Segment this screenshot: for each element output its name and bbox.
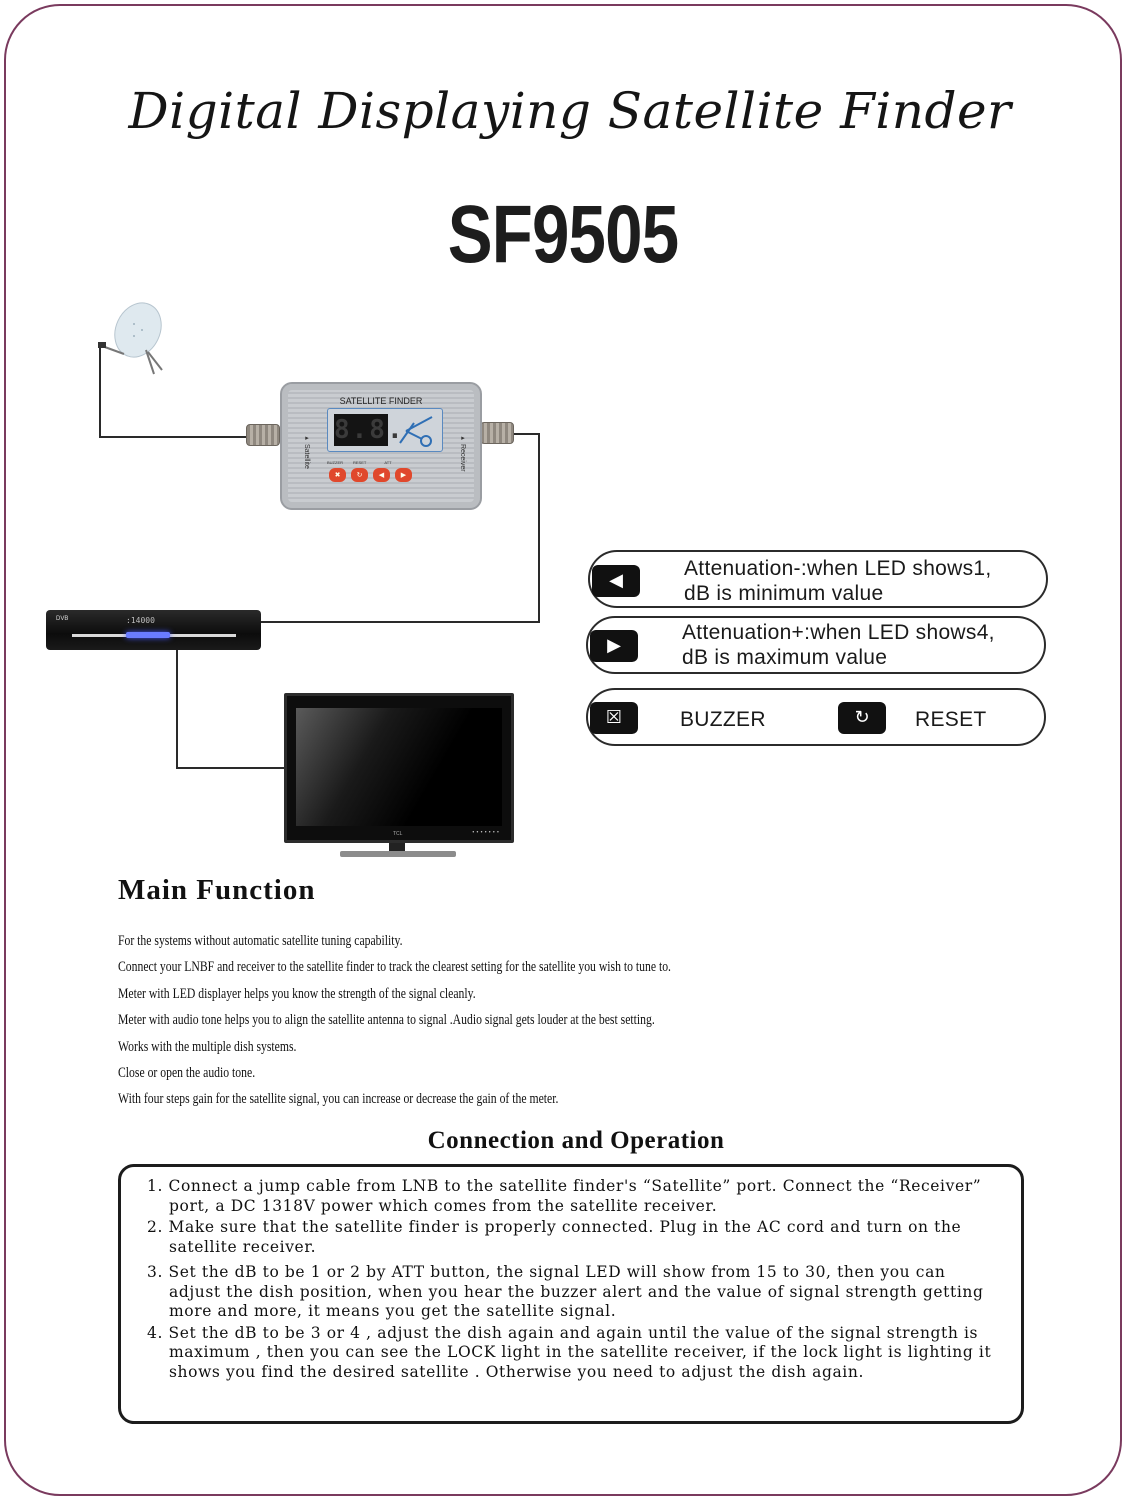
- receiver-display: :14000: [126, 616, 155, 625]
- connection-heading: Connection and Operation: [427, 1127, 725, 1154]
- legend-buzzer-reset: [586, 688, 1046, 746]
- wire-dish-horizontal: [99, 436, 249, 438]
- device-att-plus-button: ▶: [395, 468, 412, 482]
- wire-receiver-down: [176, 650, 178, 768]
- page-title: Digital Displaying Satellite Finder: [128, 82, 1012, 140]
- step-item: 3. Set the dB to be 1 or 2 by ATT button, the signal LED will show from 15 to 30, then you can adjust the dish position, when you hear the buzzer alert and the value of signal strength getting more and more, it means you get the satellite signal.: [147, 1263, 984, 1320]
- legend-attenuation-minus-text: [684, 556, 992, 606]
- tv-screen: [296, 708, 502, 826]
- device-buttons: [329, 468, 412, 482]
- main-function-heading: Main Function: [118, 874, 316, 906]
- step-item: 1. Connect a jump cable from LNB to the satellite finder's “Satellite” port. Connect the “Receiver” port, a DC 1318V power which comes from the satellite receiver.: [147, 1177, 982, 1215]
- legend-reset-label: RESET: [915, 708, 987, 731]
- legend-line-1: Attenuation-:when LED shows1,: [684, 557, 992, 580]
- reset-icon: ↻: [838, 702, 886, 734]
- device-reset-button: ↻: [351, 468, 368, 482]
- legend-attenuation-minus: [588, 550, 1048, 608]
- receiver-blue-glow: [126, 632, 170, 638]
- legend-line-1: Attenuation+:when LED shows4,: [682, 621, 995, 644]
- led-display: 8.8.: [334, 415, 405, 445]
- legend-buzzer-label: BUZZER: [680, 708, 766, 731]
- satellite-receiver: [46, 610, 261, 650]
- list-item: For the systems without automatic satellite tuning capability.: [118, 933, 403, 949]
- legend-attenuation-plus: [586, 616, 1046, 674]
- television: [284, 693, 514, 843]
- step-item: 2. Make sure that the satellite finder is properly connected. Plug in the AC cord and turn on the satellite receiver.: [147, 1218, 962, 1256]
- list-item: With four steps gain for the satellite signal, you can increase or decrease the gain of the meter.: [118, 1091, 559, 1108]
- list-item: Connect your LNBF and receiver to the satellite finder to track the clearest setting for the satellite you wish to tune to.: [118, 959, 671, 976]
- device-att-minus-button: ◀: [373, 468, 390, 482]
- legend-attenuation-plus-text: [682, 620, 995, 670]
- satellite-finder-device: [280, 382, 482, 510]
- wire-to-tv: [176, 767, 286, 769]
- device-label-buzzer: BUZZER: [327, 460, 343, 465]
- tv-brand: TCL: [393, 831, 403, 837]
- right-triangle-icon: ▶: [590, 630, 638, 662]
- wire-receiver-port-horizontal: [514, 433, 540, 435]
- buzzer-mute-icon: ☒: [590, 702, 638, 734]
- device-buzzer-button: ✖: [329, 468, 346, 482]
- step-item: 4. Set the dB to be 3 or 4 , adjust the dish again and again until the value of the signal strength is maximum , then you can see the LOCK light in the satellite receiver, if the lock light is lighting it shows you find the desired satellite . Otherwise you need to adjust the dish again.: [147, 1323, 992, 1381]
- device-label-reset: RESET: [353, 460, 367, 465]
- satellite-port-label: ▸ Satellite: [303, 434, 310, 469]
- wire-receiver-port-vertical: [538, 433, 540, 623]
- receiver-logo: DVB: [56, 616, 69, 622]
- device-label: SATELLITE FINDER: [339, 396, 423, 406]
- list-item: Close or open the audio tone.: [118, 1065, 256, 1082]
- receiver-port-label: ▸ Receiver: [459, 434, 466, 472]
- tv-control-dots: •••••••: [472, 830, 501, 836]
- list-item: Meter with audio tone helps you to align the satellite antenna to signal .Audio signal gets louder at the best setting.: [118, 1012, 655, 1029]
- legend-line-2: dB is minimum value: [684, 582, 884, 605]
- receiver-port: [480, 422, 514, 444]
- tv-stand-base: [340, 851, 456, 857]
- satellite-dish-icon: [94, 300, 174, 380]
- list-item: Works with the multiple dish systems.: [118, 1038, 297, 1055]
- left-triangle-icon: ◀: [592, 565, 640, 597]
- wire-to-receiver-box: [261, 621, 540, 623]
- connection-steps-list: [147, 1177, 997, 1384]
- connection-steps-box: [118, 1164, 1024, 1424]
- display-panel: [327, 408, 443, 452]
- model-number: SF9505: [447, 189, 679, 280]
- dish-signal-icon: [396, 413, 438, 449]
- list-item: Meter with LED displayer helps you know the strength of the signal cleanly.: [118, 985, 476, 1002]
- main-function-list: [118, 928, 827, 1113]
- device-label-att: ATT: [384, 460, 392, 465]
- legend-line-2: dB is maximum value: [682, 646, 888, 669]
- satellite-port: [246, 424, 280, 446]
- device-button-labels: [327, 460, 417, 465]
